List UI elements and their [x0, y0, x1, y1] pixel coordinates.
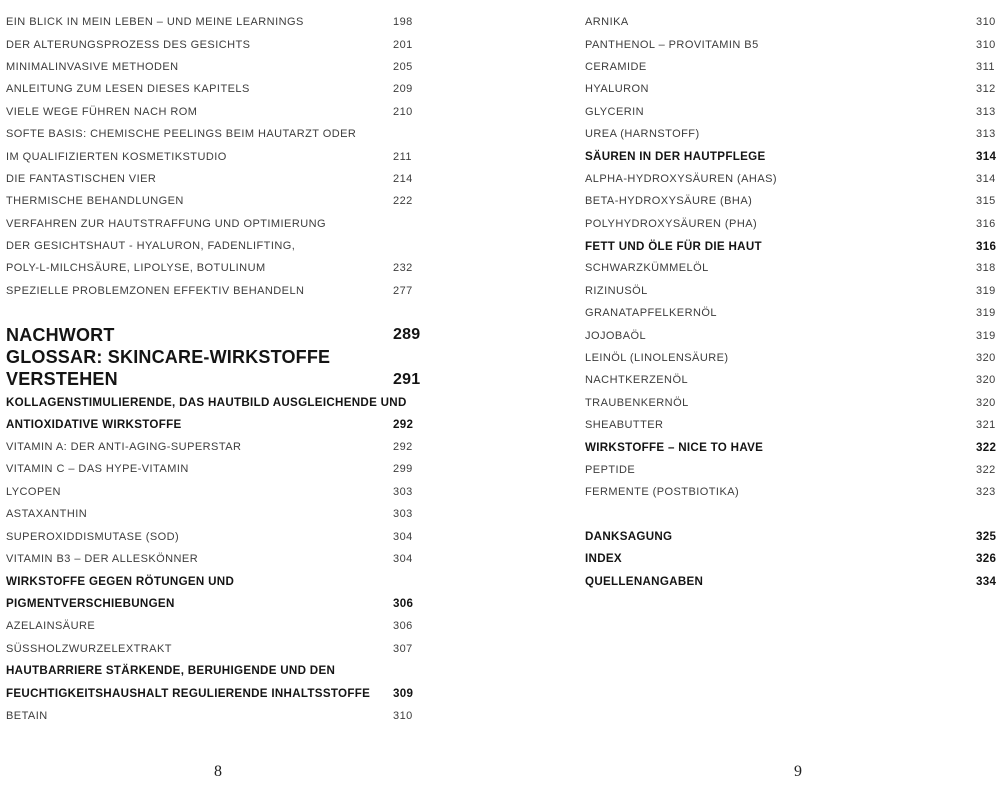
- entry-label: SOFTE BASIS: CHEMISCHE PEELINGS BEIM HAUTARZT ODER: [6, 128, 357, 141]
- entry-page-number: 303: [393, 508, 413, 521]
- toc-entry: [6, 168, 420, 190]
- entry-label: PIGMENTVERSCHIEBUNGEN: [6, 597, 175, 611]
- toc-entry: [6, 503, 420, 525]
- toc-entry: [585, 78, 997, 100]
- entry-page-number: 319: [976, 284, 996, 297]
- entry-label: GLOSSAR: SKINCARE-WIRKSTOFFE: [6, 346, 331, 367]
- entry-page-number: 320: [976, 396, 996, 409]
- toc-entry: [6, 481, 420, 503]
- toc-entry: [585, 302, 997, 324]
- toc-entry: [6, 436, 420, 458]
- toc-entry: [6, 78, 420, 100]
- toc-entry: [585, 369, 997, 391]
- toc-entry: [585, 280, 997, 302]
- entry-label: IM QUALIFIZIERTEN KOSMETIKSTUDIO: [6, 150, 227, 163]
- toc-entry: [6, 637, 420, 659]
- toc-entry: [6, 213, 420, 235]
- entry-page-number: 316: [976, 217, 996, 230]
- toc-entry: [585, 101, 997, 123]
- entry-page-number: 320: [976, 352, 996, 365]
- entry-page-number: 306: [393, 620, 413, 633]
- entry-page-number: 310: [393, 709, 413, 722]
- entry-page-number: 304: [393, 552, 413, 565]
- entry-page-number: 211: [393, 150, 412, 163]
- entry-page-number: 325: [976, 530, 997, 544]
- toc-entry: [6, 705, 420, 727]
- page-number-left: 8: [214, 763, 222, 780]
- toc-entry: [6, 615, 420, 637]
- entry-label: HAUTBARRIERE STÄRKENDE, BERUHIGENDE UND DEN: [6, 664, 336, 678]
- toc-entry: [585, 33, 997, 55]
- entry-page-number: 323: [976, 486, 996, 499]
- entry-page-number: 315: [976, 195, 996, 208]
- entry-page-number: 316: [976, 239, 997, 253]
- entry-label: GRANATAPFELKERNÖL: [585, 307, 717, 320]
- toc-entry: [585, 56, 997, 78]
- entry-label: DANKSAGUNG: [585, 530, 673, 544]
- entry-page-number: 306: [393, 597, 414, 611]
- entry-label: ANTIOXIDATIVE WIRKSTOFFE: [6, 418, 182, 432]
- entry-page-number: 310: [976, 16, 996, 29]
- page-number-right: 9: [794, 763, 802, 780]
- entry-page-number: 322: [976, 464, 996, 476]
- toc-page-right: [585, 11, 997, 593]
- entry-page-number: 292: [393, 418, 414, 432]
- entry-label: FEUCHTIGKEITSHAUSHALT REGULIERENDE INHALTSSTOFFE: [6, 686, 371, 700]
- entry-label: JOJOBAÖL: [585, 329, 647, 342]
- entry-page-number: 307: [393, 642, 413, 655]
- toc-entry: [6, 570, 420, 592]
- toc-entry: [6, 56, 420, 78]
- entry-label: VIELE WEGE FÜHREN NACH ROM: [6, 105, 198, 118]
- entry-page-number: 277: [393, 284, 413, 297]
- entry-page-number: 312: [976, 83, 996, 96]
- toc-entry: [585, 123, 997, 145]
- entry-page-number: 319: [976, 329, 996, 342]
- toc-entry: [6, 235, 420, 257]
- entry-label: FETT UND ÖLE FÜR DIE HAUT: [585, 239, 762, 253]
- entry-label: HYALURON: [585, 83, 649, 96]
- entry-label: VITAMIN C – DAS HYPE-VITAMIN: [6, 463, 189, 476]
- toc-entry: [6, 190, 420, 212]
- toc-entry: [6, 101, 420, 123]
- toc-entry: [585, 324, 997, 346]
- entry-label: PANTHENOL – PROVITAMIN B5: [585, 38, 759, 51]
- toc-entry: [6, 391, 420, 413]
- entry-page-number: 198: [393, 16, 413, 29]
- entry-page-number: 313: [976, 128, 996, 141]
- entry-label: AZELAINSÄURE: [6, 620, 96, 633]
- toc-entry: [6, 324, 420, 346]
- toc-entry: [6, 682, 420, 704]
- toc-entry: [585, 11, 997, 33]
- entry-page-number: 310: [976, 38, 996, 51]
- toc-entry: [6, 660, 420, 682]
- toc-entry: [6, 11, 420, 33]
- entry-label: POLY-L-MILCHSÄURE, LIPOLYSE, BOTULINUM: [6, 262, 266, 275]
- entry-label: DER GESICHTSHAUT - HYALURON, FADENLIFTING,: [6, 240, 296, 253]
- entry-page-number: 309: [393, 686, 414, 700]
- entry-page-number: 299: [393, 463, 413, 476]
- toc-entry: [585, 392, 997, 414]
- entry-page-number: 321: [976, 419, 996, 432]
- toc-entry: [585, 525, 997, 547]
- entry-label: THERMISCHE BEHANDLUNGEN: [6, 195, 184, 208]
- toc-entry: [585, 570, 997, 592]
- entry-label: SÄUREN IN DER HAUTPFLEGE: [585, 150, 766, 164]
- entry-label: GLYCERIN: [585, 105, 645, 118]
- entry-label: ARNIKA: [585, 16, 629, 29]
- entry-page-number: 210: [393, 105, 413, 118]
- entry-page-number: 232: [393, 262, 413, 275]
- entry-label: DIE FANTASTISCHEN VIER: [6, 172, 157, 185]
- toc-entry: [6, 525, 420, 547]
- entry-page-number: 209: [393, 83, 413, 96]
- toc-entry: [6, 33, 420, 55]
- toc-entry: [6, 280, 420, 302]
- entry-page-number: 314: [976, 172, 996, 185]
- entry-page-number: 222: [393, 195, 413, 208]
- entry-page-number: 320: [976, 374, 996, 387]
- entry-label: NACHTKERZENÖL: [585, 374, 689, 387]
- entry-label: POLYHYDROXYSÄUREN (PHA): [585, 217, 758, 230]
- entry-label: RIZINUSÖL: [585, 284, 648, 297]
- entry-label: MINIMALINVASIVE METHODEN: [6, 60, 179, 73]
- entry-page-number: 311: [976, 60, 995, 73]
- toc-entry: [585, 190, 997, 212]
- entry-page-number: 326: [976, 552, 997, 566]
- entry-label: ASTAXANTHIN: [6, 508, 88, 521]
- entry-label: DER ALTERUNGSPROZESS DES GESICHTS: [6, 38, 251, 51]
- entry-label: LEINÖL (LINOLENSÄURE): [585, 352, 729, 365]
- toc-entry: [585, 414, 997, 436]
- entry-label: SPEZIELLE PROBLEMZONEN EFFEKTIV BEHANDELN: [6, 284, 305, 297]
- toc-entry: [6, 145, 420, 167]
- entry-label: ANLEITUNG ZUM LESEN DIESES KAPITELS: [6, 83, 250, 96]
- toc-page-left: [6, 11, 420, 727]
- entry-label: CERAMIDE: [585, 60, 647, 73]
- entry-page-number: 334: [976, 574, 997, 588]
- toc-entry: [585, 235, 997, 257]
- entry-label: WIRKSTOFFE GEGEN RÖTUNGEN UND: [6, 574, 235, 588]
- entry-page-number: 201: [393, 38, 413, 51]
- entry-label: INDEX: [585, 552, 622, 566]
- entry-page-number: 319: [976, 307, 996, 320]
- entry-label: SUPEROXIDDISMUTASE (SOD): [6, 530, 180, 543]
- toc-entry: [6, 548, 420, 570]
- entry-label: NACHWORT: [6, 324, 115, 345]
- entry-page-number: 214: [393, 172, 413, 185]
- entry-label: SCHWARZKÜMMELÖL: [585, 262, 709, 275]
- entry-label: VERFAHREN ZUR HAUTSTRAFFUNG UND OPTIMIERUNG: [6, 217, 327, 230]
- entry-page-number: 322: [976, 441, 997, 455]
- toc-entry: [585, 347, 997, 369]
- entry-label: BETAIN: [6, 709, 48, 722]
- entry-label: SHEABUTTER: [585, 419, 664, 432]
- entry-label: FERMENTE (POSTBIOTIKA): [585, 486, 740, 499]
- entry-label: KOLLAGENSTIMULIERENDE, DAS HAUTBILD AUSGLEICHENDE UND: [6, 395, 407, 409]
- entry-label: TRAUBENKERNÖL: [585, 396, 689, 409]
- toc-entry: [585, 213, 997, 235]
- entry-label: WIRKSTOFFE – NICE TO HAVE: [585, 441, 764, 455]
- entry-label: SÜSSHOLZWURZELEXTRAKT: [6, 642, 172, 655]
- entry-page-number: 303: [393, 485, 413, 498]
- entry-label: VERSTEHEN: [6, 369, 118, 390]
- entry-page-number: 292: [393, 441, 413, 454]
- toc-entry: [6, 369, 420, 391]
- toc-entry: [6, 458, 420, 480]
- entry-label: EIN BLICK IN MEIN LEBEN – UND MEINE LEARNINGS: [6, 16, 304, 29]
- toc-entry: [585, 168, 997, 190]
- entry-label: LYCOPEN: [6, 485, 61, 498]
- toc-entry: [6, 346, 420, 368]
- toc-entry: [585, 436, 997, 458]
- entry-page-number: 289: [393, 326, 421, 344]
- toc-section-gap: [6, 302, 420, 324]
- entry-label: VITAMIN B3 – DER ALLESKÖNNER: [6, 552, 199, 565]
- entry-label: QUELLENANGABEN: [585, 574, 704, 588]
- toc-entry: [6, 123, 420, 145]
- entry-label: UREA (HARNSTOFF): [585, 128, 700, 141]
- entry-label: ALPHA-HYDROXYSÄUREN (AHAS): [585, 172, 778, 185]
- toc-section-gap: [585, 504, 997, 526]
- entry-page-number: 291: [393, 370, 421, 388]
- toc-entry: [585, 481, 997, 503]
- entry-label: BETA-HYDROXYSÄURE (BHA): [585, 195, 753, 208]
- entry-page-number: 205: [393, 60, 413, 73]
- toc-entry: [6, 413, 420, 435]
- entry-page-number: 313: [976, 105, 996, 118]
- toc-entry: [6, 593, 420, 615]
- toc-entry: [6, 257, 420, 279]
- entry-page-number: 314: [976, 150, 997, 164]
- entry-page-number: 318: [976, 262, 996, 275]
- toc-entry: [585, 548, 997, 570]
- toc-entry: [585, 257, 997, 279]
- entry-label: VITAMIN A: DER ANTI-AGING-SUPERSTAR: [6, 441, 242, 454]
- entry-page-number: 304: [393, 530, 413, 543]
- toc-entry: [585, 459, 997, 481]
- entry-label: PEPTIDE: [585, 464, 636, 476]
- toc-entry: [585, 145, 997, 167]
